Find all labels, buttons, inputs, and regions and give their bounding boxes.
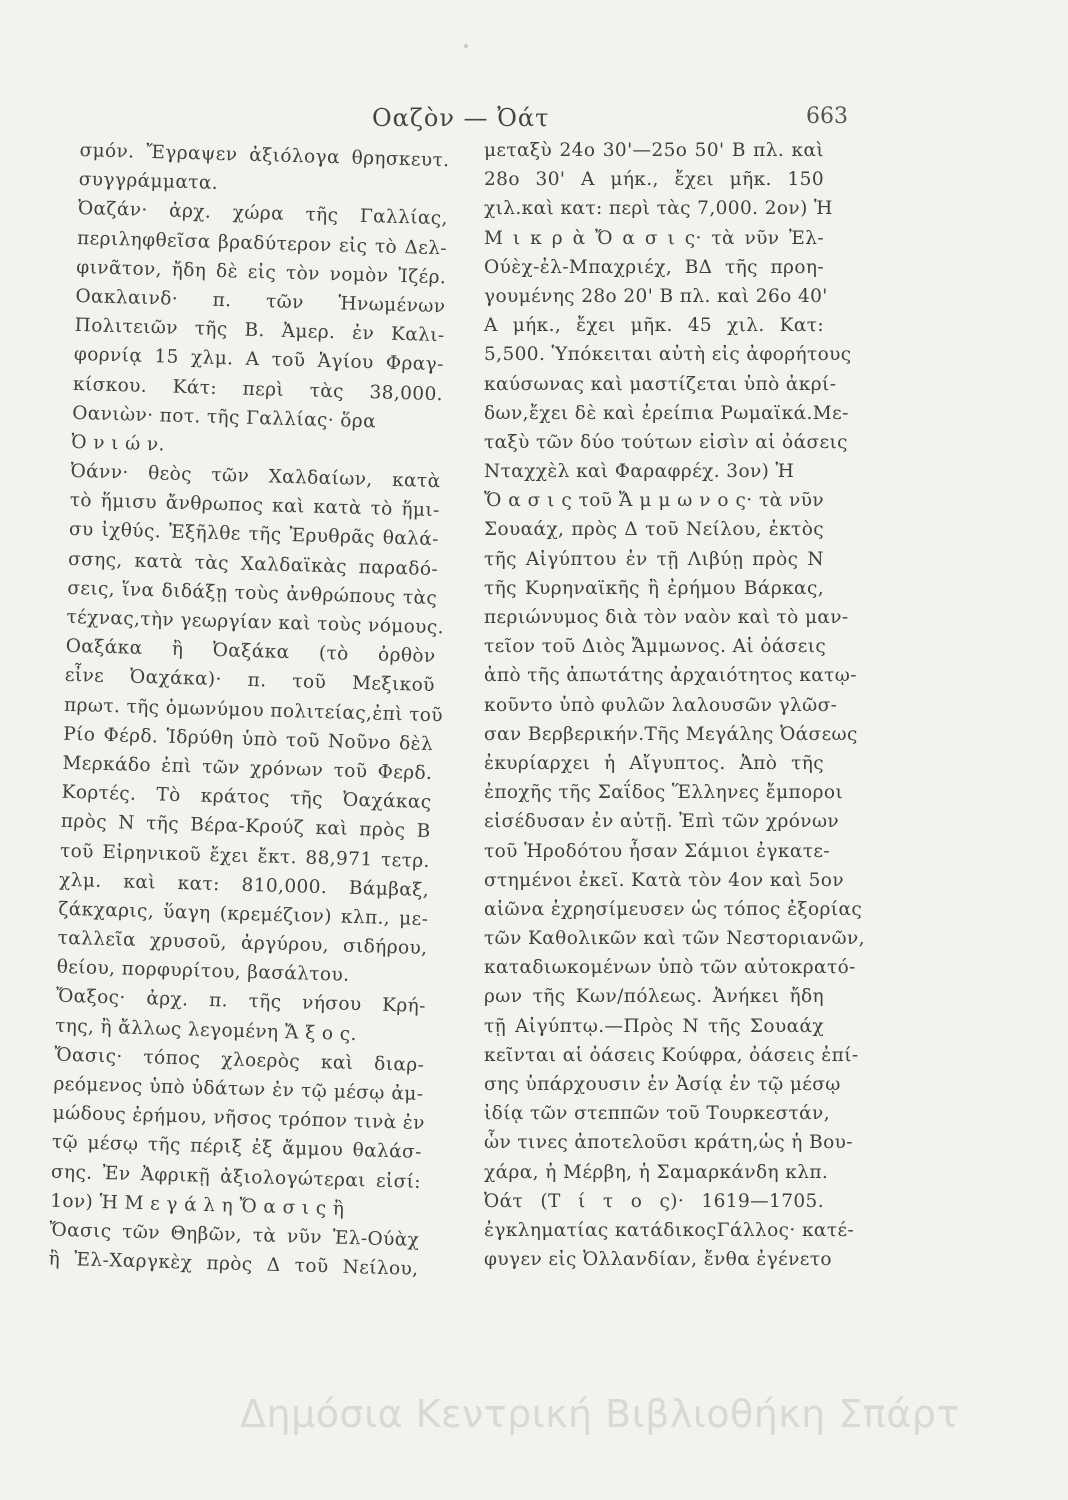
text-line: πρὸς Ν τῆς Βέρα-Κρούζ καὶ πρὸς Β (60, 811, 431, 843)
text-line: 28ο 30' Α μήκ., ἔχει μῆκ. 150 (484, 169, 824, 191)
text-line: Ὀ ν ι ώ ν. (71, 431, 166, 456)
text-line: Ὀαζάν· ἀρχ. χώρα τῆς Γαλλίας, (77, 198, 449, 230)
text-line: Ρίο Φέρδ. Ἱδρύθη ὑπὸ τοῦ Νοῦνο δὲλ (63, 723, 434, 755)
text-line: ρεόμενος ὑπὸ ὑδάτων ἐν τῷ μέσῳ ἀμ- (53, 1073, 424, 1105)
text-line: Ούὲχ-ἐλ-Μπαχριέχ, ΒΔ τῆς προη- (484, 256, 824, 278)
text-line: σμόν. Ἔγραψεν ἀξιόλογα θρησκευτ. (79, 139, 450, 172)
text-line: Οαξάκα ἢ Ὀαξάκα (τὸ ὀρθὸν (65, 635, 436, 668)
text-line: τεῖον τοῦ Διὸς Ἄμμωνος. Αἱ ὀάσεις (484, 636, 827, 658)
header-title: Οαζὸν — Ὀάτ (372, 104, 550, 132)
text-line: Ὄασις· τόπος χλοερὸς καὶ διαρ- (54, 1044, 425, 1076)
text-line: ζάκχαρις, ὕαγη (κρεμέζιον) κλπ., με- (58, 898, 429, 930)
text-line: αἰῶνα ἐχρησίμευσεν ὡς τόπος ἐξορίας (484, 898, 863, 920)
text-line: φορνίᾳ 15 χλμ. Α τοῦ Ἁγίου Φραγ- (73, 344, 445, 376)
text-line: κίσκου. Κάτ: περὶ τὰς 38,000. (72, 373, 444, 405)
text-line: σης. Ἐν Ἀφρικῇ ἀξιολογώτεραι εἰσί: (50, 1161, 422, 1193)
text-line: της, ἢ ἄλλως λεγομένη Ἄ ξ ο ς. (54, 1015, 358, 1045)
text-line: Ὀάνν· θεὸς τῶν Χαλδαίων, κατὰ (70, 460, 441, 493)
text-line: ἐκυρίαρχει ἡ Αἴγυπτος. Ἀπὸ τῆς (484, 752, 824, 774)
text-line: ἰδίᾳ τῶν στεππῶν τοῦ Τουρκεστάν, (484, 1103, 830, 1125)
library-watermark: Δημόσια Κεντρική Βιβλιοθήκη Σπάρτ (240, 1392, 960, 1436)
text-line: πρωτ. τῆς ὁμωνύμου πολιτείας,ἐπὶ τοῦ (63, 694, 444, 726)
text-line: σσης, κατὰ τὰς Χαλδαϊκὰς παραδό- (67, 548, 439, 580)
text-line: συγγράμματα. (78, 169, 219, 195)
text-line: συ ἰχθύς. Ἐξῆλθε τῆς Ἐρυθρᾶς θαλά- (68, 519, 440, 551)
text-line: Σουαάχ, πρὸς Δ τοῦ Νείλου, ἐκτὸς (484, 519, 824, 541)
text-line: φινᾶτον, ἤδη δὲ εἰς τὸν νομὸν Ἰζέρ. (76, 256, 447, 289)
text-line: ταξὺ τῶν δύο τούτων εἰσὶν αἱ ὀάσεις (484, 431, 848, 453)
text-line: κοῦντο ὑπὸ φυλῶν λαλουσῶν γλῶσ- (484, 694, 838, 716)
text-line: τὸ ἥμισυ ἄνθρωπος καὶ κατὰ τὸ ἥμι- (69, 490, 440, 522)
text-line: ὧν τινες ἀποτελοῦσι κράτη,ὡς ἡ Βου- (484, 1132, 853, 1154)
text-line: Κορτές. Τὸ κράτος τῆς Ὀαχάκας (61, 781, 432, 814)
text-line: τῆς Αἰγύπτου ἐν τῇ Λιβύῃ πρὸς Ν (484, 548, 824, 570)
text-line: τῇ Αἰγύπτῳ.—Πρὸς Ν τῆς Σουαάχ (484, 1015, 824, 1037)
text-line: εἶνε Ὀαχάκα)· π. τοῦ Μεξικοῦ (64, 665, 436, 697)
text-line: τέχνας,τὴν γεωργίαν καὶ τοὺς νόμους. (66, 606, 445, 639)
text-line: Ὄασις τῶν Θηβῶν, τὰ νῦν Ἐλ-Ούὰχ (49, 1219, 420, 1251)
text-line: σεις, ἵνα διδάξῃ τοὺς ἀνθρώπους τὰς (67, 577, 438, 609)
text-line: ταλλεῖα χρυσοῦ, ἀργύρου, σιδήρου, (57, 927, 428, 960)
text-line: γουμένης 28ο 20' Β πλ. καὶ 26ο 40' (484, 285, 828, 307)
left-column (48, 136, 450, 1284)
text-line: Ὄαξος· ἀρχ. π. τῆς νήσου Κρή- (55, 986, 427, 1018)
text-line: ἐγκληματίας κατάδικοςΓάλλος· κατέ- (484, 1219, 855, 1241)
text-line: μεταξὺ 24ο 30'—25ο 50' Β πλ. καὶ (484, 140, 824, 161)
text-line: περιώνυμος διὰ τὸν ναὸν καὶ τὸ μαν- (484, 607, 849, 628)
text-line: Οακλαινδ· π. τῶν Ἡνωμένων (75, 285, 446, 318)
text-line: κεῖνται αἱ ὀάσεις Κούφρα, ὀάσεις ἐπί- (484, 1044, 859, 1066)
text-line: φυγεν εἰς Ὀλλανδίαν, ἔνθα ἐγένετο (484, 1249, 832, 1271)
text-line: Οανιὼν· ποτ. τῆς Γαλλίας· ὅρα (71, 402, 377, 433)
text-line: εἰσέδυσαν ἐν αὐτῇ. Ἐπὶ τῶν χρόνων (484, 811, 840, 833)
text-line: Νταχχὲλ καὶ Φαραφρέχ. 3ον) Ἡ (484, 461, 795, 483)
text-line: τῶν Καθολικῶν καὶ τῶν Νεστοριανῶν, (484, 928, 865, 950)
text-line: καύσωνας καὶ μαστίζεται ὑπὸ ἀκρί- (484, 373, 837, 395)
text-line: ἢ Ἐλ-Χαργκὲχ πρὸς Δ τοῦ Νείλου, (48, 1248, 419, 1281)
text-line: 1ον) Ἡ Μ ε γ ά λ η Ὄ α σ ι ς ἢ (49, 1190, 345, 1220)
text-line: τοῦ Εἰρηνικοῦ ἔχει ἔκτ. 88,971 τετρ. (59, 840, 431, 872)
right-column (484, 136, 865, 1274)
text-line: Ὀάτ (Τ ί τ ο ς)· 1619—1705. (484, 1190, 824, 1212)
text-line: Μ ι κ ρ ὰ Ὄ α σ ι ς· τὰ νῦν Ἐλ- (484, 227, 824, 249)
text-line: 5,500. Ὑπόκειται αὐτὴ εἰς ἀφορήτους (484, 344, 852, 366)
text-line: χλμ. καὶ κατ: 810,000. Βάμβαξ, (58, 869, 430, 901)
text-line: περιληφθεῖσα βραδύτερον εἰς τὸ Δελ- (76, 227, 448, 259)
text-line: ἐποχῆς τῆς Σαΐδος Ἕλληνες ἔμποροι (484, 782, 844, 804)
text-line: χάρα, ἡ Μέρβη, ἡ Σαμαρκάνδη κλπ. (484, 1161, 829, 1183)
text-line: Μερκάδο ἐπὶ τῶν χρόνων τοῦ Φερδ. (62, 752, 433, 785)
text-line: χιλ.καὶ κατ: περὶ τὰς 7,000. 2ον) Ἡ (484, 198, 833, 220)
text-line: ἀπὸ τῆς ἀπωτάτης ἀρχαιότητος κατῳ- (484, 665, 857, 687)
text-line: Ὄ α σ ι ς τοῦ Ἄ μ μ ω ν ο ς· τὰ νῦν (484, 490, 824, 512)
text-line: τῷ μέσῳ τῆς πέριξ ἐξ ἄμμου θαλάσ- (51, 1131, 423, 1164)
scan-speck (464, 44, 468, 48)
text-line: σαν Βερβερικήν.Τῆς Μεγάλης Ὀάσεως (484, 723, 858, 745)
text-line: δων,ἔχει δὲ καὶ ἐρείπια Ρωμαϊκά.Με- (484, 402, 849, 424)
text-line: τοῦ Ἡροδότου ἦσαν Σάμιοι ἐγκατε- (484, 840, 831, 862)
text-line: στημένοι ἐκεῖ. Κατὰ τὸν 4ον καὶ 5ον (484, 869, 844, 891)
page-number: 663 (806, 104, 848, 129)
text-line: καταδιωκομένων ὑπὸ τῶν αὐτοκρατό- (484, 957, 856, 979)
text-line: θείου, πορφυρίτου, βασάλτου. (56, 956, 350, 987)
text-line: Πολιτειῶν τῆς Β. Ἀμερ. ἐν Καλι- (74, 315, 445, 347)
text-line: ρων τῆς Κων/πόλεως. Ἀνήκει ἤδη (484, 986, 824, 1008)
text-line: σης ὑπάρχουσιν ἐν Ἀσίᾳ ἐν τῷ μέσῳ (484, 1074, 841, 1095)
text-line: Α μήκ., ἔχει μῆκ. 45 χιλ. Κατ: (484, 315, 824, 337)
text-line: τῆς Κυρηναϊκῆς ἢ ἐρήμου Βάρκας, (484, 577, 824, 599)
text-line: μώδους ἐρήμου, νῆσος τρόπον τινὰ ἐν (52, 1102, 426, 1135)
